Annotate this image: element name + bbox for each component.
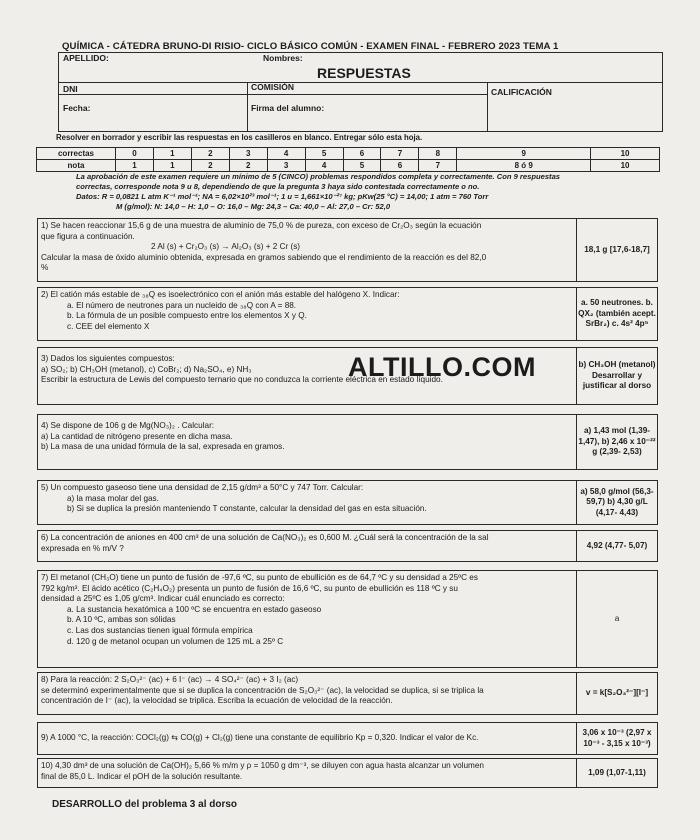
table-cell: 6 [343, 148, 381, 160]
problem-8-text [41, 675, 581, 707]
problem-9-text [41, 733, 581, 744]
table-cell: 1 [153, 160, 191, 172]
problem-4 [37, 414, 658, 470]
problem-line: c. CEE del elemento X [67, 321, 150, 331]
problem-line: final de 85,0 L. Indicar el pOH de la solución resultante. [41, 771, 243, 781]
table-cell: 8 [419, 148, 457, 160]
option-b: b. A 10 ºC, ambas son sólidas [67, 615, 176, 625]
table-cell: 10 [591, 148, 660, 160]
problem-line: 2) El catión más estable de ₃₈Q es isoelectrónico con el anión más estable del halógeno X. Indicar: [41, 290, 400, 299]
problem-10 [37, 758, 658, 788]
problem-line: 1) Se hacen reaccionar 15,6 g de una muestra de aluminio de 75,0 % de pureza, con exceso de Cr₂O₃ según la ecuación [41, 221, 482, 230]
answer-3: b) CH₃OH (metanol) Desarrollar y justificar al dorso [576, 348, 657, 404]
answer-2: a. 50 neutrones. b. QX₂ (también acept. SrBr₂) c. 4s² 4p⁵ [576, 288, 657, 340]
problem-1 [37, 218, 658, 282]
problem-8 [37, 672, 658, 715]
problem-line: 7) El metanol (CH₃O) tiene un punto de fusión de -97,6 ºC, su punto de ebullición es de 64,7 ºC y su densidad a 25ºC es [41, 573, 478, 582]
problem-line: 6) La concentración de aniones en 400 cm³ de una solución de Ca(NO₃)₂ es 0,600 M. ¿Cuál será la concentración de la sal [41, 533, 489, 542]
problem-7 [37, 570, 658, 668]
problem-5 [37, 480, 658, 525]
reaction-equation: 2 Al (s) + Cr₂O₃ (s) → Al₂O₃ (s) + 2 Cr (s) [151, 242, 301, 252]
problem-1-text [41, 221, 581, 274]
answer-4: a) 1,43 mol (1,39-1,47), b) 2,46 x 10⁻²² g (2,39- 2,53) [576, 415, 657, 469]
option-a: a. La sustancia hexatómica a 100 ºC se encuentra en estado gaseoso [67, 604, 322, 614]
problem-line: b) La masa de una unidad fórmula de la sal, expresada en gramos. [41, 442, 285, 452]
approval-note [76, 172, 666, 212]
answer-7: a [576, 571, 657, 667]
exam-title: QUÍMICA - CÁTEDRA BRUNO-DI RISIO- CICLO BÁSICO COMÚN - EXAMEN FINAL - FEBRERO 2023 TEMA 1 [62, 41, 559, 52]
table-cell: 0 [116, 148, 154, 160]
respuestas-heading: RESPUESTAS [317, 65, 411, 81]
table-cell: 3 [229, 148, 267, 160]
problem-line: expresada en % m/V ? [41, 543, 124, 553]
problem-line: 8) Para la reacción: 2 S₂O₃²⁻ (ac) + 6 I⁻ (ac) → 4 SO₄²⁻ (ac) + 3 I₂ (ac) [41, 675, 299, 684]
table-cell: 7 [419, 160, 457, 172]
problem-line: 4) Se dispone de 106 g de Mg(NO₃)₂ . Calcular: [41, 421, 215, 430]
problem-line: 9) A 1000 °C, la reacción: COCl₂(g) ⇆ CO(g) + Cl₂(g) tiene una constante de equilibrio Kp = 0,320. Indicar el valor de Kc. [41, 733, 479, 742]
problem-9 [37, 722, 658, 755]
problem-line: 792 kg/m³. El ácido acético (C₂H₄O₂) presenta un punto de fusión de 16,6 ºC, su punto de ebullición es 118 ºC y su [41, 583, 458, 593]
divider [59, 94, 487, 95]
table-cell: 2 [229, 160, 267, 172]
fecha-label: Fecha: [63, 103, 91, 113]
student-info-box [58, 52, 663, 132]
table-cell: 2 [191, 148, 229, 160]
table-cell: 9 [457, 148, 591, 160]
apellido-label: APELLIDO: [63, 53, 109, 63]
problem-line: b) Si se duplica la presión manteniendo T constante, calcular la densidad del gas en esta situación. [67, 504, 427, 514]
table-cell: 7 [381, 148, 419, 160]
nombres-label: Nombres: [263, 53, 303, 63]
divider [487, 82, 488, 132]
problem-line: concentración de I⁻ (ac), la velocidad se triplica. Escriba la ecuación de velocidad de la reacción. [41, 696, 393, 706]
watermark-logo: ALTILLO.COM [348, 352, 536, 382]
problem-line: que figura a continuación. [41, 231, 135, 241]
table-cell: 6 [381, 160, 419, 172]
answer-6: 4,92 (4,77- 5,07) [576, 531, 657, 561]
option-c: c. Las dos sustancias tienen igual fórmula empírica [67, 625, 253, 635]
table-cell: 4 [267, 148, 305, 160]
comision-label: COMISIÓN [251, 82, 294, 92]
problem-line: Calcular la masa de óxido aluminio obtenida, expresada en gramos sabiendo que el rendimiento de la reacción es del 82,0 [41, 252, 487, 262]
table-cell: 4 [305, 160, 343, 172]
problem-4-text [41, 421, 581, 453]
problem-2-text [41, 290, 581, 332]
firma-label: Firma del alumno: [251, 103, 325, 113]
option-d: d. 120 g de metanol ocupan un volumen de 125 mL a 25º C [67, 636, 284, 646]
note-line: correctas, corresponde nota 9 u 8, dependiendo de que la pregunta 3 haya sido contestada correctamente o no. [76, 182, 480, 191]
answer-9: 3,06 x 10⁻³ (2,97 x 10⁻³ - 3,15 x 10⁻³) [576, 723, 657, 754]
molar-mass-line: M (g/mol): N: 14,0 – H: 1,0 – O: 16,0 – Mg: 24,3 – Ca: 40,0 – Al: 27,0 – Cr: 52,0 [116, 202, 391, 211]
table-cell: 5 [305, 148, 343, 160]
calificacion-label: CALIFICACIÓN [491, 87, 552, 97]
note-line: La aprobación de este examen requiere un mínimo de 5 (CINCO) problemas respondidos completa y correctamente. Con 9 respuestas [76, 172, 561, 181]
problem-line: 5) Un compuesto gaseoso tiene una densidad de 2,15 g/dm³ a 50°C y 747 Torr. Calcular: [41, 483, 364, 492]
dni-label: DNI [63, 84, 78, 94]
problem-6-text [41, 533, 581, 554]
problem-line: Escribir la estructura de Lewis del compuesto ternario que no conduzca la corriente eléctrica en estado líquido. [41, 375, 443, 385]
answer-5: a) 58,0 g/mol (56,3- 59,7) b) 4,30 g/L (4,17- 4,43) [576, 481, 657, 524]
problem-line: b. La fórmula de un posible compuesto entre los elementos X y Q. [67, 311, 307, 321]
problem-line: se determinó experimentalmente que si se duplica la concentración de S₂O₃²⁻ (ac), la velocidad se duplica, si se triplica la [41, 685, 484, 695]
answer-1: 18,1 g [17,6-18,7] [576, 219, 657, 281]
grading-table [36, 147, 660, 172]
problem-line: % [41, 263, 49, 273]
problem-line: 10) 4,30 dm³ de una solución de Ca(OH)₂ 5,66 % m/m y ρ = 1050 g dm⁻³, se diluyen con agua hasta alcanzar un volumen [41, 761, 484, 770]
problem-10-text [41, 761, 581, 782]
divider [247, 82, 248, 132]
table-cell: nota [37, 160, 116, 172]
problem-line: a) SO₂; b) CH₃OH (metanol), c) CoBr₂; d) Na₂SO₄, e) NH₃ [41, 364, 252, 374]
table-cell: correctas [37, 148, 116, 160]
table-cell: 2 [191, 160, 229, 172]
correctas-row [37, 148, 660, 160]
table-cell: 1 [116, 160, 154, 172]
problem-line: a) la masa molar del gas. [67, 493, 159, 503]
table-cell: 3 [267, 160, 305, 172]
table-cell: 1 [153, 148, 191, 160]
problem-line: 3) Dados los siguientes compuestos: [41, 354, 175, 363]
table-cell: 10 [591, 160, 660, 172]
problem-line: a) La cantidad de nitrógeno presente en dicha masa. [41, 431, 233, 441]
nota-row [37, 160, 660, 172]
problem-line: densidad a 25ºC es 1,05 g/cm³. Indicar cuál enunciado es correcto: [41, 594, 285, 604]
answer-8: v = k[S₂O₃²⁻][I⁻] [576, 673, 657, 714]
problem-7-text [41, 573, 581, 647]
instructions: Resolver en borrador y escribir las respuestas en los casilleros en blanco. Entregar sólo esta hoja. [56, 133, 423, 142]
problem-6 [37, 530, 658, 562]
problem-2 [37, 287, 658, 341]
data-line: Datos: R = 0,0821 L atm K⁻¹ mol⁻¹; NA = 6,02×10²³ mol⁻¹; 1 u = 1,661×10⁻²⁷ kg; pKw(25 °C) = 14,00; 1 atm = 760 Torr [76, 192, 489, 201]
table-cell: 8 ó 9 [457, 160, 591, 172]
problem-5-text [41, 483, 581, 515]
answer-10: 1,09 (1,07-1,11) [576, 759, 657, 787]
problem-line: a. El número de neutrones para un nucleido de ₃₈Q con A = 88. [67, 300, 297, 310]
divider [59, 82, 662, 83]
footer-note: DESARROLLO del problema 3 al dorso [52, 799, 238, 810]
table-cell: 5 [343, 160, 381, 172]
